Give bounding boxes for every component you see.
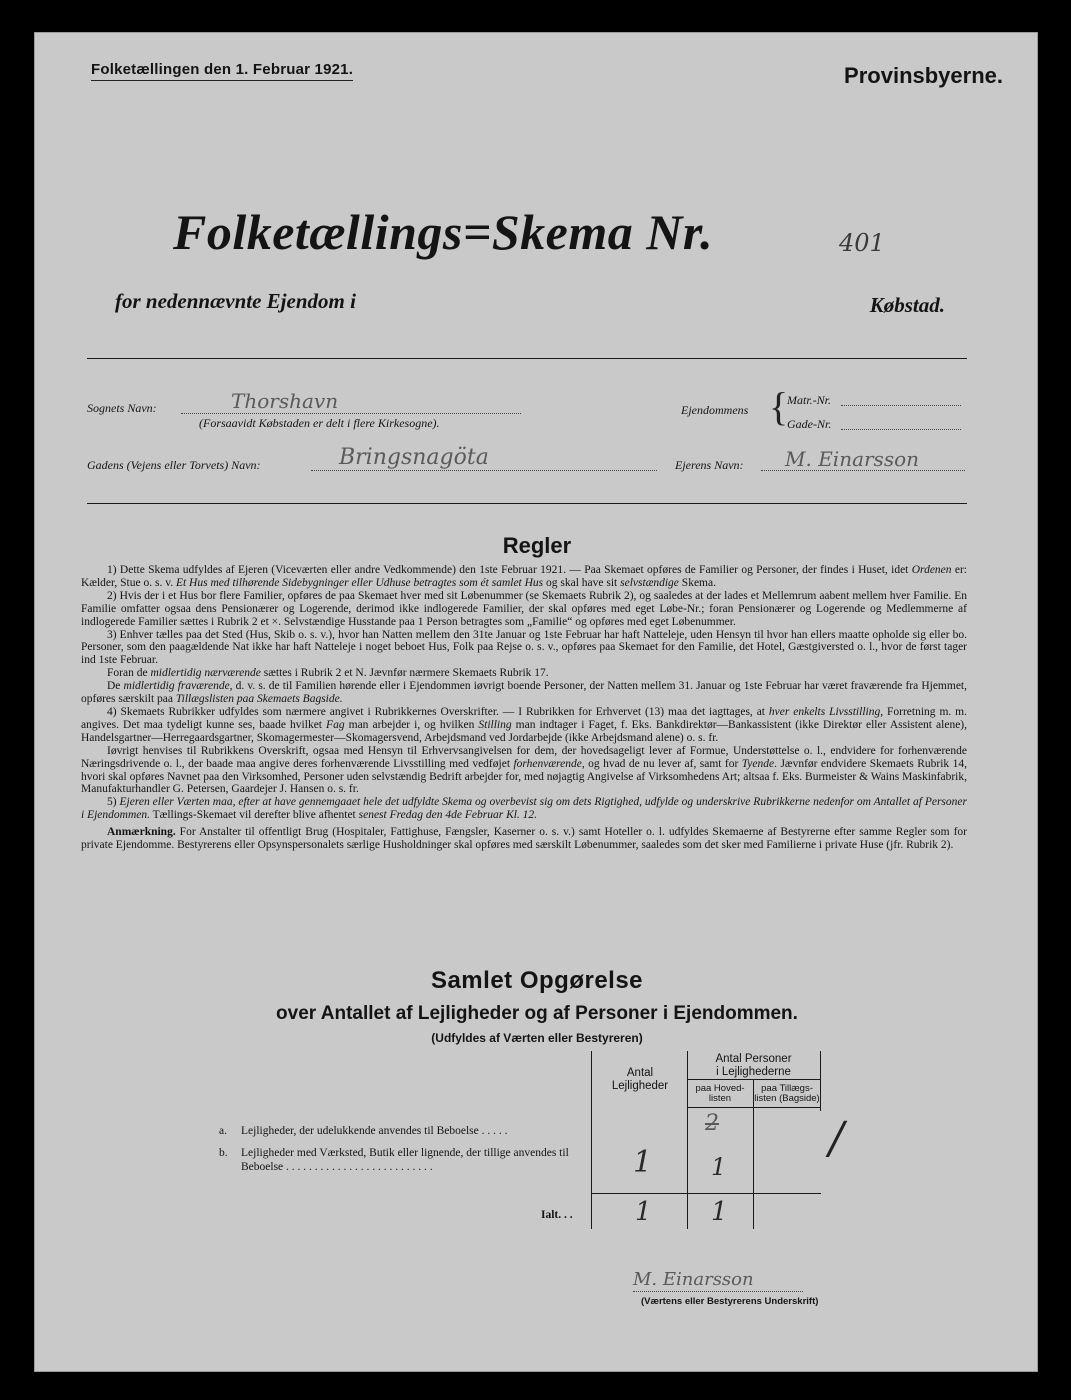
summary-title: Samlet Opgørelse [430, 967, 644, 994]
sognets-note: (Forsaavidt Købstaden er delt i flere Kirkesogne). [199, 416, 440, 430]
rule-3c: De midlertidig fraværende, d. v. s. de til Familien hørende eller i Ejendommen iøvrigt boende Personer, der Natten mellem 31. Januar og 1ste Februar har været fraværende fra Hjemmet, opføres særskilt paa Tillægslisten paa Skemaets Bagside. [81, 680, 968, 706]
brace-symbol: { [769, 384, 789, 429]
sognets-navn-value: Thorshavn [231, 389, 339, 413]
table-header-bottom [687, 1107, 820, 1108]
table-total-line [591, 1193, 821, 1194]
margin-mark: / [829, 1113, 844, 1164]
row-b-letter: b. [219, 1147, 228, 1159]
rule-4: 4) Skemaets Rubrikker udfyldes som nærmere angivet i Rubrikkernes Overskrifter. — I Rubrikken for Erhvervet (13) maa det iagttages, at hver enkelts Livsstilling, Forretning m. m. angives. Det maa tydeligt kunne ses, baade hvilket Fag man arbejder i, og hvilken Stilling man indtager i Faget, f. Eks. Bankdirektør—Bankassistent (ikke Direktør eller Assistent alene), Handelsgartner—Herregaardsgartner, Skomagermester—Skomagersvend, Arbejdsmand ved Jordarbejde (ikke Arbejdsmand alene) o. s. fr. [81, 705, 967, 744]
region-label: Provinsbyerne. [844, 63, 1003, 88]
rule-2: 2) Hvis der i et Hus bor flere Familier, opføres de paa Skemaet hver med sit Løbenummer (se Skemaets Rubrik 2), og saaledes at der lades et Mellemrum aabent mellem hver Familie. En Familie omfatter ogsaa dens Pensionærer og Logerende, derimod ikke indlogerede Familier, der skal opføres med eget Løbe-Nr.; foran Pensionærer og Logerende og Medlemmerne af indlogerede Familier sættes i Rubrik 2 et ×. Selvstændige Husstande paa 1 Person betragtes som „Familie“ og opføres med eget Løbenummer. [81, 589, 967, 628]
ejendommens-label: Ejendommens [681, 403, 749, 417]
gadens-navn-label: Gadens (Vejens eller Torvets) Navn: [87, 458, 261, 472]
table-subheader-line [687, 1079, 820, 1080]
row-a-hoved-value: 2 [705, 1111, 719, 1136]
table-col-divider-3 [820, 1051, 821, 1111]
matr-nr-line [841, 405, 961, 406]
divider-middle [87, 503, 967, 504]
row-b-hoved-value: 1 [711, 1153, 727, 1181]
row-ialt-label: Ialt. . . [541, 1209, 573, 1221]
sognets-navn-label: Sognets Navn: [87, 401, 157, 415]
gade-nr-label: Gade-Nr. [787, 417, 832, 431]
census-header-line: Folketællingen den 1. Februar 1921. [91, 61, 353, 81]
matr-nr-label: Matr.-Nr. [787, 393, 832, 407]
gade-nr-line [841, 429, 961, 430]
header-hovedlisten: paa Hoved- listen [695, 1083, 745, 1104]
rule-3b: Foran de midlertidig nærværende sættes i Rubrik 2 et N. Jævnfør nærmere Skemaets Rubrik 17. [107, 667, 549, 680]
divider-top [87, 358, 967, 359]
rule-note: Anmærkning. For Anstalter til offentligt Brug (Hospitaler, Fattighuse, Fængsler, Kaserner o. s. v.) samt Hoteller o. l. udfyldes Skemaerne af Bestyrerne efter samme Regler som for private Ejendomme. Bestyrerens eller Opsynspersonalets særlige Husholdninger skal opføres med særskilt Løbenummer, saaledes som det sker med Familierne i private Huse (jfr. Rubrik 2). [81, 826, 967, 852]
row-b-antal-value: 1 [633, 1145, 653, 1180]
ialt-antal-value: 1 [635, 1197, 652, 1227]
rules-title: Regler [502, 533, 572, 558]
census-form-sheet [34, 32, 1038, 1372]
summary-subtitle: over Antallet af Lejligheder og af Personer i Ejendommen. [276, 1003, 798, 1024]
ejerens-navn-value: M. Einarsson [785, 447, 920, 471]
owner-signature: M. Einarsson [633, 1269, 754, 1290]
rules-body [81, 564, 967, 852]
ialt-hoved-value: 1 [711, 1197, 728, 1227]
rule-5: 5) Ejeren eller Værten maa, efter at have gennemgaaet hele det udfyldte Skema og overbevist sig om dets Rigtighed, udfylde og underskrive Rubrikkerne nedenfor om Antallet af Personer i Ejendommen. Tællings-Skemaet vil derefter blive afhentet senest Fredag den 4de Februar Kl. 12. [81, 796, 967, 822]
sognets-navn-line [181, 413, 521, 414]
row-a-label: Lejligheder, der udelukkende anvendes til Beboelse . . . . . [241, 1125, 508, 1137]
skema-number-handwritten: 401 [839, 229, 885, 257]
gadens-navn-value: Bringsnagöta [339, 445, 489, 470]
header-tillaegslisten: paa Tillægs- listen (Bagside) [754, 1083, 820, 1104]
summary-note: (Udfyldes af Værten eller Bestyreren) [431, 1031, 643, 1045]
rule-1: 1) Dette Skema udfyldes af Ejeren (Viceværten eller andre Vedkommende) den 1ste Februar 1921. — Paa Skemaet opføres de Familier og Personer, der findes i Huset, idet Ordenen er: Kælder, Stue o. s. v. Et Hus med tilhørende Sidebygninger eller Udhuse betragtes som ét samlet Hus og skal have sit selvstændige Skema. [81, 564, 967, 589]
signature-line [633, 1291, 803, 1292]
header-antal-lejligheder: Antal Lejligheder [611, 1067, 669, 1092]
header-antal-personer: Antal Personer i Lejlighederne [715, 1053, 792, 1078]
signature-caption: (Værtens eller Bestyrerens Underskrift) [641, 1296, 819, 1307]
ejerens-navn-label: Ejerens Navn: [675, 458, 744, 472]
row-b-label: Lejligheder med Værksted, Butik eller lignende, der tillige anvendes til Beboelse . . . . . . . . . . . . . . . . . . . . . . . . . . [241, 1147, 569, 1173]
gadens-navn-line [311, 470, 657, 471]
row-a-letter: a. [219, 1125, 227, 1137]
subtitle-left: for nedennævnte Ejendom i [115, 289, 356, 313]
subtitle-right: Købstad. [869, 293, 945, 317]
form-title: Folketællings=Skema Nr. [173, 204, 714, 260]
rule-4b: Iøvrigt henvises til Rubrikkens Overskrift, ogsaa med Hensyn til Erhvervsangivelsen for dem, der hovedsageligt lever af Formue, Understøttelse o. l., endvidere for forhenværende Næringsdrivende o. l., der baade maa angive deres forhenværende Livsstilling med vedføjet forhenværende, og hvad de nu lever af, samt for Tyende. Jævnfør endvidere Skemaets Rubrik 14, hvori skal opføres Navnet paa den Virksomhed, Personer uden selvstændig Bedrift arbejder for, med nøjagtig Angivelse af Virksomhedens Art; altsaa f. Eks. Burmeister & Wains Maskinfabrik, Manufakturhandler G. Petersen, Gaardejer J. Hansen o. s. fr. [81, 744, 967, 796]
rule-3: 3) Enhver tælles paa det Sted (Hus, Skib o. s. v.), hvor han Natten mellem den 31te Januar og 1ste Februar har haft Natteleje, uden Hensyn til hvor han ellers maatte opholde sig eller bo. Personer, som den paagældende Nat ikke har haft Natteleje i noget beboet Hus, Folk paa Rejse o. s. v., opføres paa Skemaet for den Familie, det Hotel, Gæstgiversted o. l., hvor de først tager ind 1ste Februar. [81, 628, 967, 667]
